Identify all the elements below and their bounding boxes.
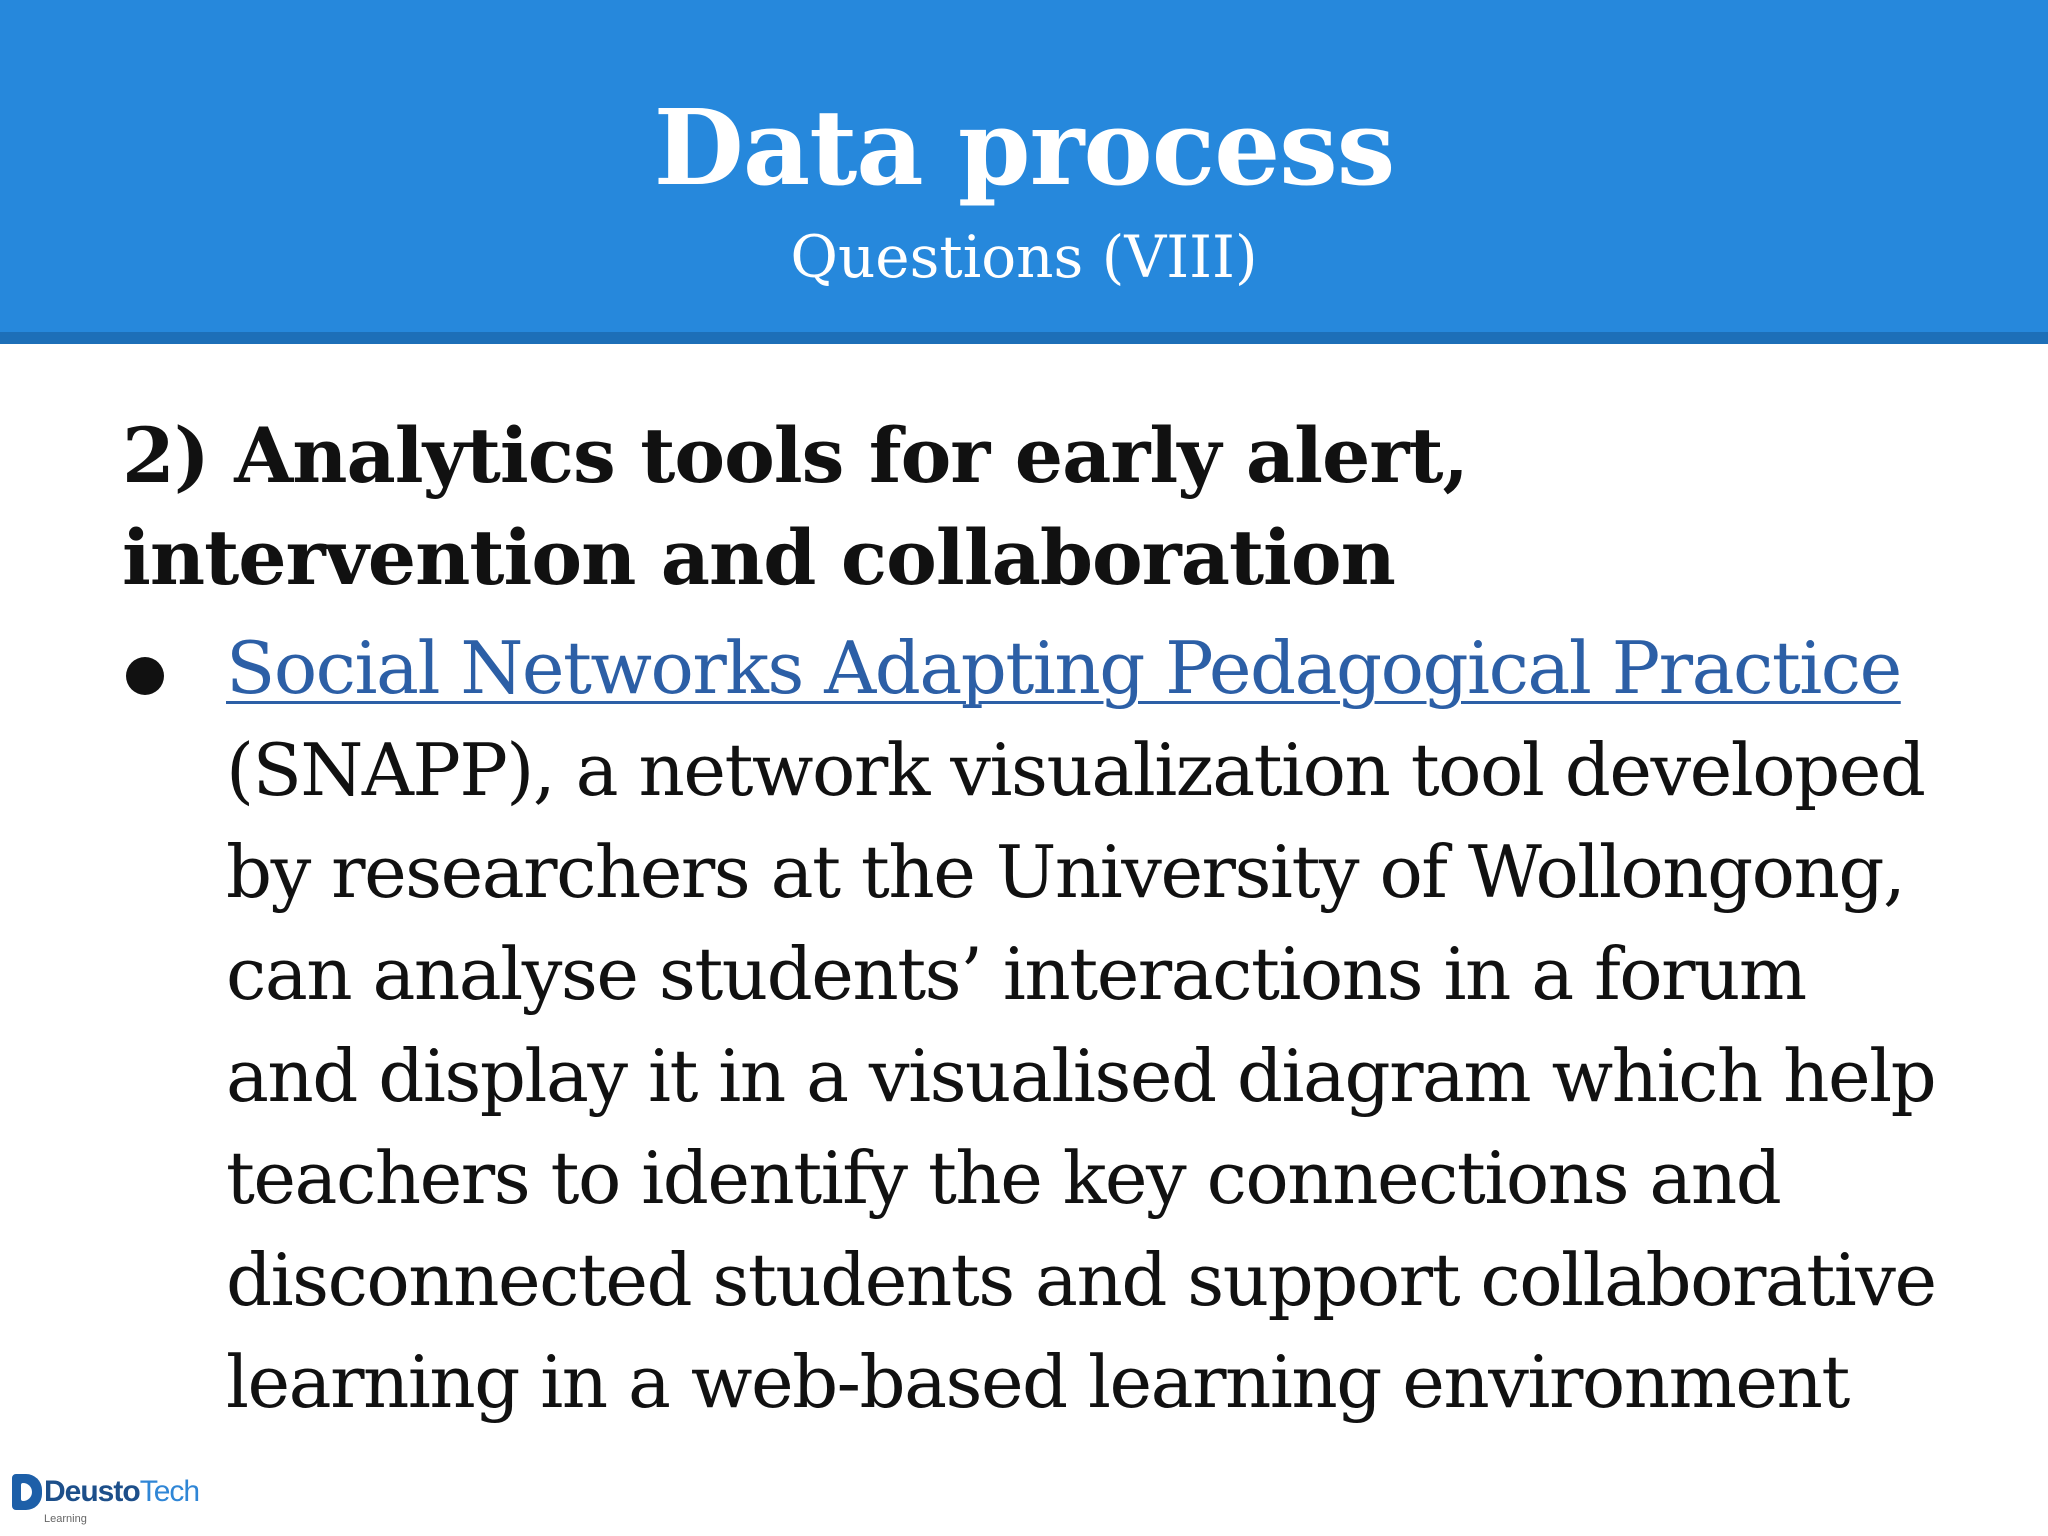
logo-mark-icon (12, 1474, 42, 1510)
slide-title: Data process (653, 86, 1395, 209)
bullet-dot-icon (126, 657, 164, 695)
logo-wordmark: DeustoTech (44, 1475, 200, 1508)
slide-content (122, 405, 1952, 1433)
bullet-body: (SNAPP), a network visualization tool developed by researchers at the University of Wollongong, can analyse students’ interactions in a forum and display it in a visualised diagram which help teachers to identify the key connections and disconnected students and support collaborative learning in a web-based learning environment (226, 728, 1936, 1424)
header-bar (0, 0, 2048, 344)
section-heading: 2) Analytics tools for early alert, intervention and collaboration (122, 411, 1468, 602)
bullet-text (226, 617, 1952, 1433)
deustotech-logo (12, 1468, 200, 1528)
slide-subtitle: Questions (VIII) (790, 223, 1258, 291)
snapp-link[interactable]: Social Networks Adapting Pedagogical Practice (226, 626, 1901, 710)
bullet-item (122, 617, 1952, 1433)
logo-subtext: Learning (44, 1513, 87, 1525)
